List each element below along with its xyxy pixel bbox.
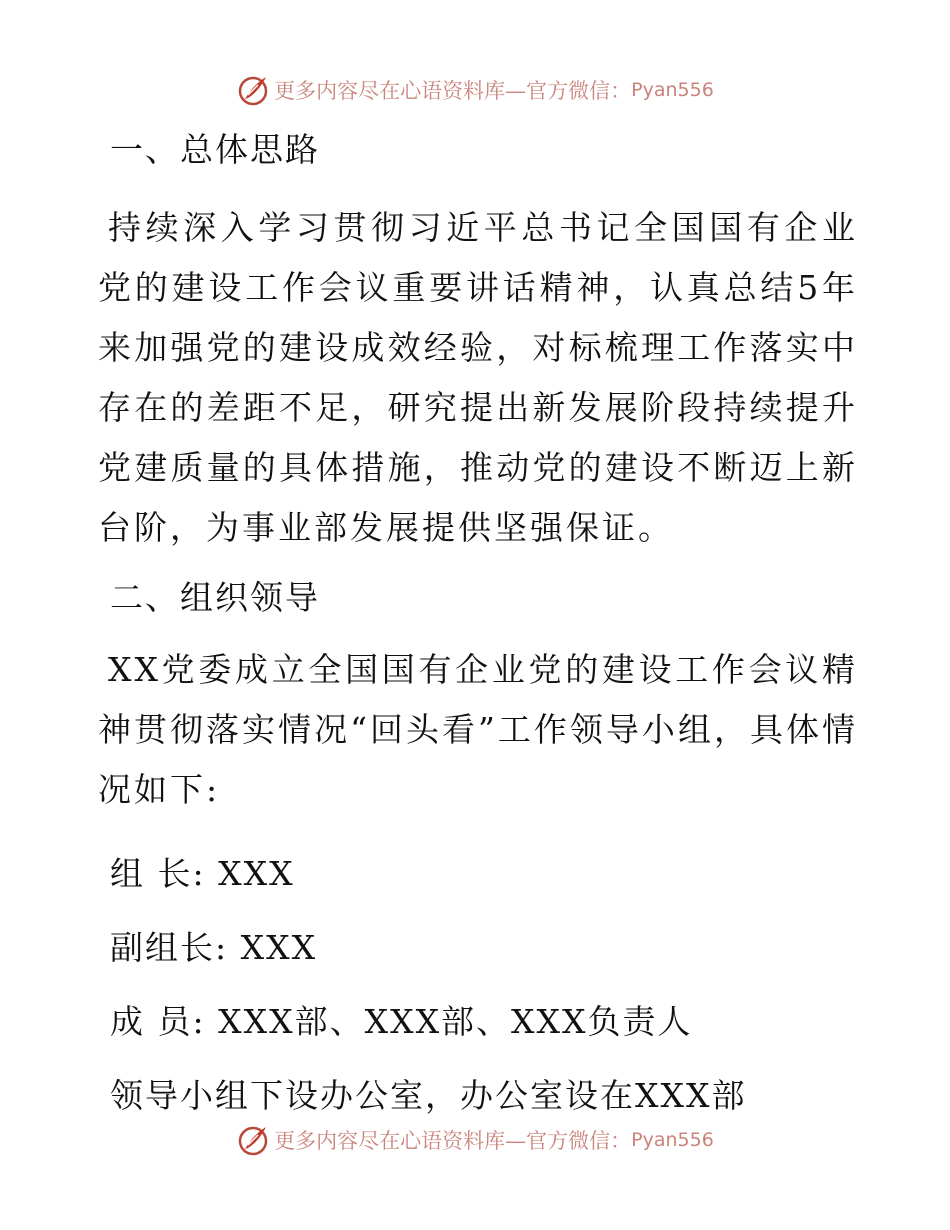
quill-pen-logo-icon (236, 73, 270, 107)
section-body-1: 持续深入学习贯彻习近平总书记全国国有企业党的建设工作会议重要讲话精神，认真总结5年来加强党的建设成效经验，对标梳理工作落实中存在的差距不足，研究提出新发展阶段持续提升党建质量的具体措施，推动党的建设不断迈上新台阶，为事业部发展提供坚强保证。 (98, 208, 858, 547)
section-heading-1: 一、总体思路 (110, 130, 320, 169)
watermark-wechat-id: Pyan556 (631, 79, 714, 101)
watermark-wechat-id: Pyan556 (631, 1129, 714, 1151)
watermark-banner-bottom (0, 1120, 950, 1160)
quill-pen-logo-icon (236, 1123, 270, 1157)
section-heading-2: 二、组织领导 (110, 578, 320, 617)
watermark-text: 更多内容尽在心语资料库—官方微信： (274, 1129, 632, 1153)
watermark-banner-top (0, 70, 950, 110)
section-body-2: XX党委成立全国国有企业党的建设工作会议精神贯彻落实情况“回头看”工作领导小组，具体情况如下: (98, 650, 858, 809)
document-body (98, 118, 858, 1116)
roster-deputy: 副组长: XXX (110, 928, 318, 967)
watermark-text: 更多内容尽在心语资料库—官方微信： (274, 79, 632, 103)
roster-office: 领导小组下设办公室，办公室设在XXX部 (110, 1076, 747, 1115)
roster-members: 成 员: XXX部、XXX部、XXX负责人 (110, 1002, 693, 1041)
roster-leader: 组 长: XXX (110, 854, 295, 893)
